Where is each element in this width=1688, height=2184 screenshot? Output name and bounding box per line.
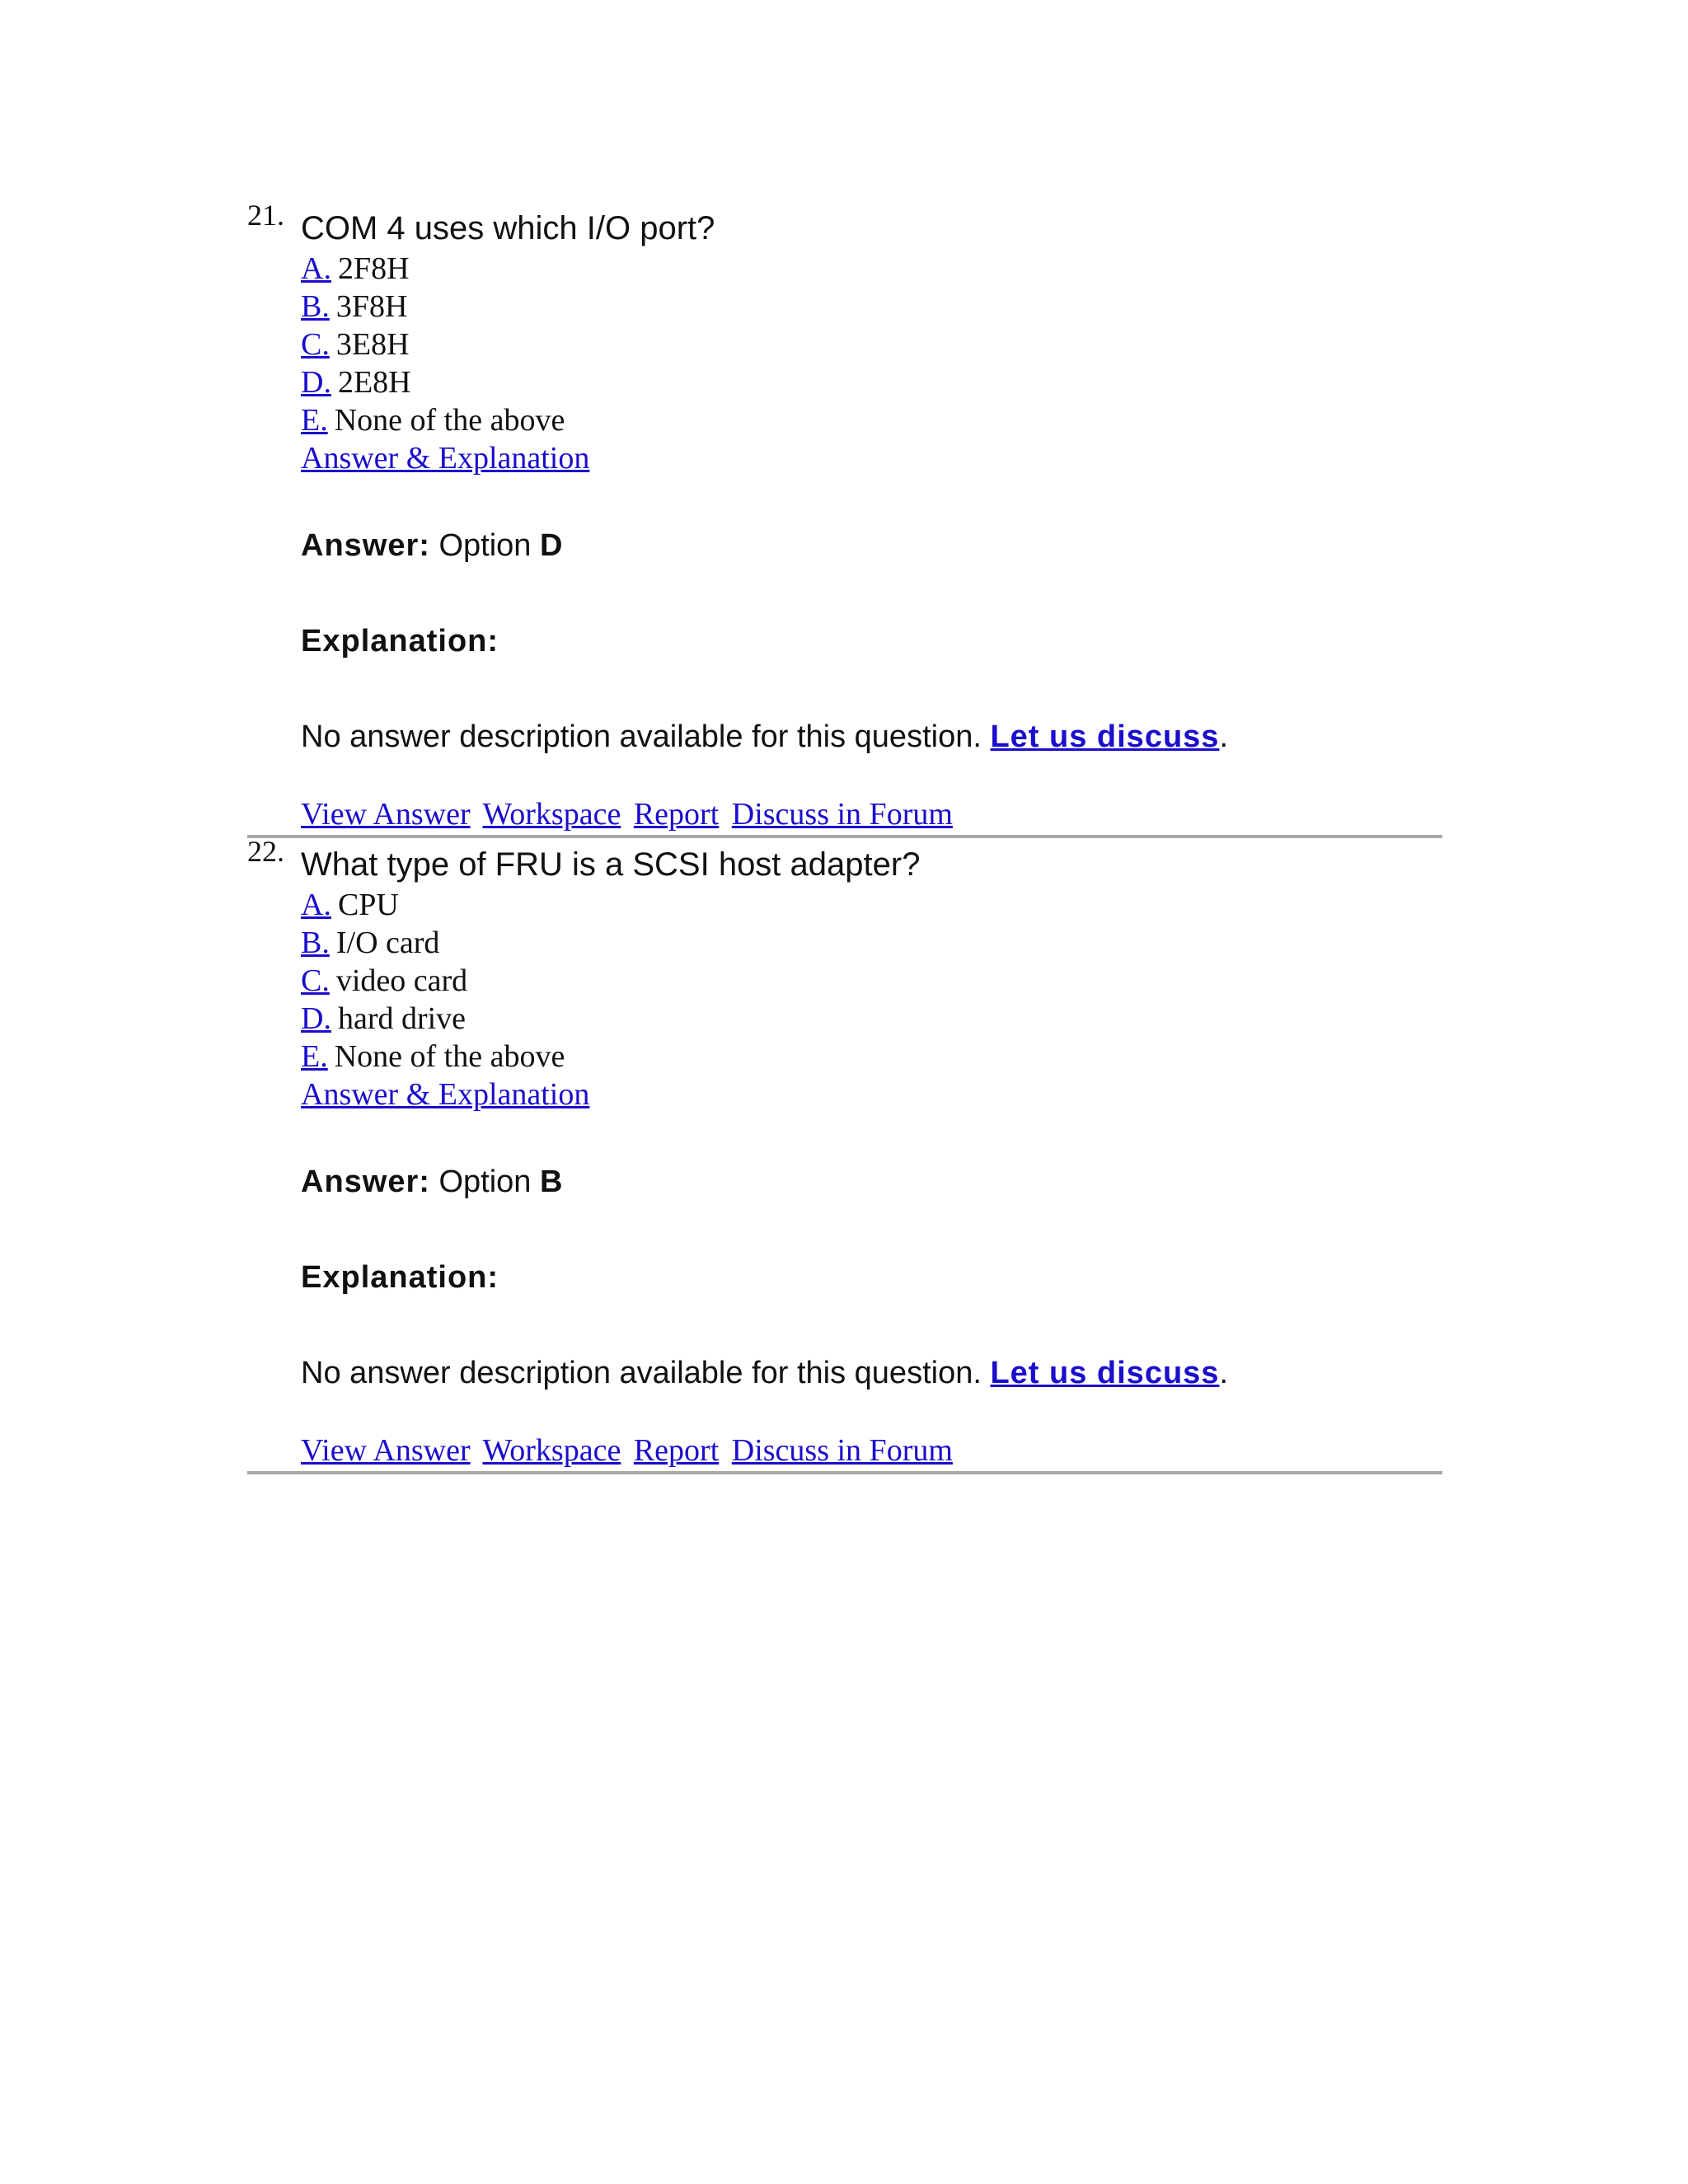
explanation-text: [301, 718, 1442, 756]
option-a-text: 2F8H: [337, 251, 410, 286]
option-c: [301, 962, 1442, 1000]
explanation-period: .: [1219, 719, 1228, 754]
answer-prefix: Option: [438, 1165, 532, 1199]
option-d-link[interactable]: D.: [301, 365, 331, 400]
option-c: [301, 326, 1442, 363]
let-us-discuss-link[interactable]: Let us discuss: [990, 719, 1220, 754]
answer-label: Answer:: [301, 1165, 430, 1199]
explanation-heading: Explanation:: [301, 1260, 499, 1295]
question-text: What type of FRU is a SCSI host adapter?: [301, 846, 921, 883]
view-answer-link[interactable]: View Answer: [301, 1433, 471, 1468]
question-number: 21.: [247, 199, 284, 232]
option-e-text: None of the above: [334, 403, 565, 438]
answer-prefix: Option: [438, 528, 532, 563]
option-a: [301, 886, 1442, 924]
option-b-text: 3F8H: [335, 289, 408, 324]
report-link[interactable]: Report: [633, 1433, 720, 1468]
question-number: 22.: [247, 835, 284, 868]
option-d: [301, 363, 1442, 401]
option-d-text: hard drive: [337, 1001, 467, 1036]
workspace-link[interactable]: Workspace: [482, 1433, 621, 1468]
option-e: [301, 1038, 1442, 1076]
option-d-text: 2E8H: [337, 365, 411, 400]
answer-line: [301, 1163, 1442, 1201]
answer-value: D: [540, 528, 564, 563]
explanation-text: [301, 1354, 1442, 1392]
option-e-link[interactable]: E.: [301, 1039, 328, 1074]
option-d-link[interactable]: D.: [301, 1001, 331, 1036]
workspace-link[interactable]: Workspace: [482, 797, 621, 832]
explanation-period: .: [1219, 1356, 1228, 1390]
option-a-link[interactable]: A.: [301, 888, 331, 922]
question-footer-links: [301, 1432, 1442, 1469]
option-a: [301, 250, 1442, 288]
option-b: [301, 924, 1442, 962]
option-e-link[interactable]: E.: [301, 403, 328, 438]
option-d: [301, 1000, 1442, 1038]
option-b: [301, 288, 1442, 326]
option-c-text: video card: [335, 963, 468, 998]
answer-label: Answer:: [301, 528, 430, 563]
view-answer-link[interactable]: View Answer: [301, 797, 471, 832]
question-21: [247, 199, 1442, 838]
option-e-text: None of the above: [334, 1039, 565, 1074]
discuss-in-forum-link[interactable]: Discuss in Forum: [731, 1433, 953, 1468]
question-footer-links: [301, 795, 1442, 833]
option-b-link[interactable]: B.: [301, 926, 330, 960]
option-b-text: I/O card: [335, 926, 440, 960]
report-link[interactable]: Report: [633, 797, 720, 832]
discuss-in-forum-link[interactable]: Discuss in Forum: [731, 797, 953, 832]
answer-line: [301, 527, 1442, 565]
explanation-heading: Explanation:: [301, 624, 499, 658]
option-a-link[interactable]: A.: [301, 251, 331, 286]
explanation-body: No answer description available for this question.: [301, 1356, 982, 1390]
let-us-discuss-link[interactable]: Let us discuss: [990, 1356, 1220, 1390]
question-text: COM 4 uses which I/O port?: [301, 210, 715, 246]
question-22: [247, 835, 1442, 1474]
option-b-link[interactable]: B.: [301, 289, 330, 324]
explanation-body: No answer description available for this question.: [301, 719, 982, 754]
answer-value: B: [540, 1165, 564, 1199]
quiz-page: [247, 199, 1442, 1474]
option-c-text: 3E8H: [335, 327, 410, 362]
answer-explanation-link[interactable]: Answer & Explanation: [301, 1077, 590, 1112]
option-a-text: CPU: [337, 888, 399, 922]
option-c-link[interactable]: C.: [301, 963, 330, 998]
answer-explanation-link[interactable]: Answer & Explanation: [301, 441, 590, 476]
option-e: [301, 401, 1442, 439]
option-c-link[interactable]: C.: [301, 327, 330, 362]
